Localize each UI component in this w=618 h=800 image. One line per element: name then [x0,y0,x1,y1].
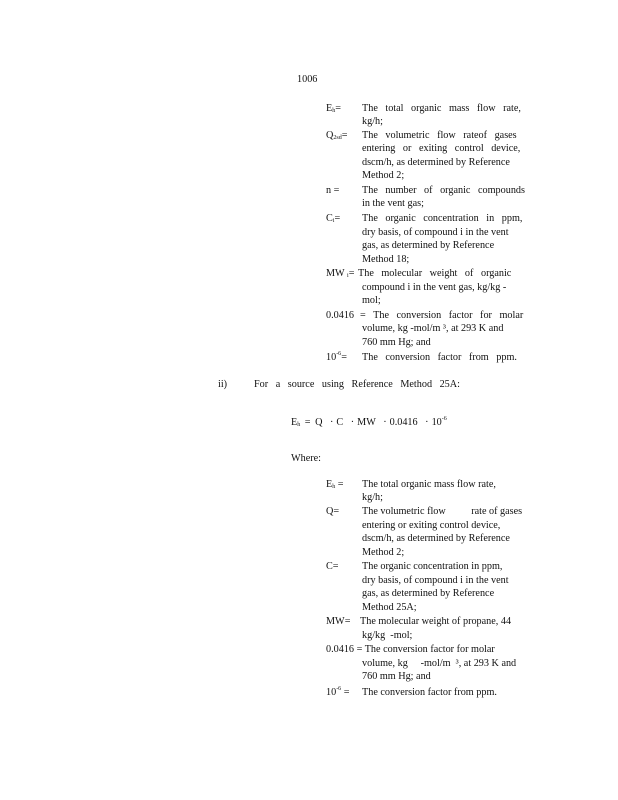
def2-factor-line3: 760 mm Hg; and [362,671,431,682]
def1-eh-line1: The total organic mass flow rate, [362,103,521,114]
def2-term-eh: $E_h$ = [326,479,344,490]
def1-factor-line1: = The conversion factor for molar [360,310,524,321]
where-label: Where: [291,453,321,464]
def2-c-line2: dry basis, of compound i in the vent [362,575,509,586]
formula: $E_h = Q \cdot C$ · MW · $0.0416 \cdot 10^{-6}$ [291,416,447,428]
def1-q-line4: Method 2; [362,170,405,181]
def1-term-q: $Q_{2sd}=$ [326,130,348,141]
def1-c-line1: The organic concentration in ppm, [362,213,523,224]
page-number: 1006 [297,74,318,85]
def2-term-c: C= [326,561,339,572]
def1-c-line4: Method 18; [362,254,410,265]
def2-factor-line2: volume, kg -mol/m ³, at 293 K and [362,658,517,669]
def1-mw-line1: The molecular weight of organic [358,268,512,279]
def2-ppm-line1: The conversion factor from ppm. [362,687,497,698]
section-label: ii) [218,379,228,390]
def2-term-ppm: $10^{-6}$ = [326,686,350,698]
def2-q-line3: dscm/h, as determined by Reference [362,533,510,544]
def2-term-mw: MW= [326,616,351,627]
def1-mw-line3: mol; [362,295,381,306]
def2-eh-line2: kg/h; [362,492,383,503]
def2-term-factor: 0.0416 = The conversion factor for molar [326,644,495,655]
def1-n-line2: in the vent gas; [362,198,424,209]
def2-q-line4: Method 2; [362,547,405,558]
def2-eh-line1: The total organic mass flow rate, [362,479,496,490]
def2-term-q: Q= [326,506,340,517]
def1-term-ppm: $10^{-6}=$ [326,351,347,363]
def1-term-eh: $E_h=$ [326,103,341,114]
def1-c-line2: dry basis, of compound i in the vent [362,227,509,238]
def1-ppm-line1: The conversion factor from ppm. [362,352,517,363]
def1-n-line1: The number of organic compounds [362,185,525,196]
def1-term-mw: MW $_i$= [326,268,355,279]
def1-q-line1: The volumetric flow rateof gases [362,130,517,141]
def2-q-line2: entering or exiting control device, [362,520,501,531]
def2-mw-line2: kg/kg -mol; [362,630,413,641]
def2-mw-line1: The molecular weight of propane, 44 [360,616,512,627]
def2-q-line1: The volumetric flow rate of gases [362,506,523,517]
section-heading: For a source using Reference Method 25A: [254,379,460,390]
def1-factor-line2: volume, kg -mol/m ³, at 293 K and [362,323,504,334]
def2-c-line4: Method 25A; [362,602,417,613]
def1-q-line2: entering or exiting control device, [362,143,521,154]
def1-term-n: n = [326,185,340,196]
def1-mw-line2: compound i in the vent gas, kg/kg - [362,282,507,293]
def1-eh-line2: kg/h; [362,116,383,127]
def1-factor-line3: 760 mm Hg; and [362,337,431,348]
def1-term-c: $C_i=$ [326,213,341,224]
def2-c-line3: gas, as determined by Reference [362,588,495,599]
def1-c-line3: gas, as determined by Reference [362,240,495,251]
def2-c-line1: The organic concentration in ppm, [362,561,503,572]
def1-q-line3: dscm/h, as determined by Reference [362,157,510,168]
def1-term-factor: 0.0416 [326,310,355,321]
